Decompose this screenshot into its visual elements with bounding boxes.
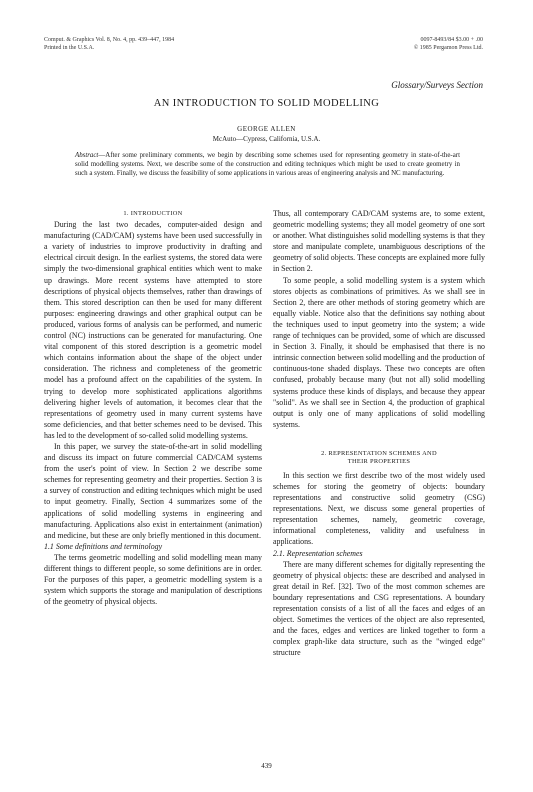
left-column <box>44 208 262 607</box>
journal-citation-line2: Printed in the U.S.A. <box>44 45 95 51</box>
paper-title: AN INTRODUCTION TO SOLID MODELLING <box>153 98 380 109</box>
page-number: 439 <box>261 762 272 770</box>
abstract-text: —After some preliminary comments, we begin by describing some schemes used for representing geometry in state-of-the-art solid modelling systems. Next, we describe some of the construction and editing techniques which might be used to create geometry in such a system. Finally, we discuss the feasibility of some applications in various areas of engineering analysis and NC manufacturing. <box>75 152 460 177</box>
body-paragraph: In this section we first describe two of the most widely used schemes for storing the geometry of objects: boundary representations and constructive solid geometry (CSG) representations. Next, we discuss some general properties of representation schemes, namely, geometric coverage, informational completeness, validity and usefulness in applications. <box>273 470 485 547</box>
body-paragraph: During the last two decades, computer-aided design and manufacturing (CAD/CAM) systems have been used successfully in a variety of industries to improve productivity in drafting and electrical circuit design. In the earliest systems, the stored data were simply the two-dimensional graphical entities which went to make up drawings. More recent systems have attempted to store descriptions of physical objects themselves, rather than drawings of them. This stored description can then be used for many different purposes: engineering drawings and other graphical output can be produced, various forms of analysis can be performed, and numeric control (NC) instructions can be generated for manufacturing. One vital component of this stored description is a geometric model which contains information about the shape of the object under consideration. The richness and completeness of the geometric model has a profound affect on the capabilities of the system. In trying to develop more sophisticated applications algorithms delivering higher levels of automation, it becomes clear that the representations of geometry used in many current systems have some deficiencies, and that better schemes need to be devised. This has led to the development of so-called solid modelling systems. <box>44 220 262 440</box>
publisher-copyright: © 1985 Pergamon Press Ltd. <box>413 45 483 51</box>
journal-citation <box>44 36 174 52</box>
body-paragraph: To some people, a solid modelling system is a system which stores objects as combinations of primitives. As we shall see in Section 2, there are other methods of storing geometry which are equally viable. Notice also that the definitions say nothing about the techniques used to input geometry into the system; a wide range of techniques can be provided, some of which are discussed in Section 3. Finally, it should be emphasised that there is no intrinsic connection between solid modelling and the production of continuous-tone shaded displays. These two concepts are often confused, probably because many (but not all) solid modelling systems produce these kinds of displays, and because they appear "solid". As we shall see in Section 4, the production of graphical output is only one of many applications of solid modelling systems. <box>273 275 485 429</box>
section-heading-line1: 2. REPRESENTATION SCHEMES AND <box>321 449 437 457</box>
subsection-heading-representation-schemes: 2.1. Representation schemes <box>273 548 363 558</box>
journal-citation-line1: Comput. & Graphics Vol. 8, No. 4, pp. 439–447, 1984 <box>44 37 175 43</box>
abstract <box>75 151 460 178</box>
body-paragraph: Thus, all contemporary CAD/CAM systems are, to some extent, geometric modelling systems; they all model geometry of one sort or another. What distinguishes solid modelling systems is that they store and manipulate complete, unambiguous descriptions of the geometry of solid objects. These concepts are explained more fully in Section 2. <box>273 209 485 274</box>
price-code: 0097-8493/84 $3.00 + .00 <box>420 37 483 43</box>
section-heading-introduction: 1. INTRODUCTION <box>123 210 183 217</box>
abstract-lead: Abstract <box>75 152 99 159</box>
copyright-notice <box>414 36 483 52</box>
body-paragraph: In this paper, we survey the state-of-the-art in solid modelling and discuss its impact on future commercial CAD/CAM systems from the user's point of view. In Section 2 we describe some schemes for representing geometry and their properties. Section 3 is a survey of construction and editing techniques which might be used to input geometry. Finally, Section 4 summarizes some of the applications of solid modelling systems in engineering and manufacturing. Applications also exist in entertainment (animation) and medicine, but these are only briefly mentioned in this document. <box>44 441 262 540</box>
body-paragraph: There are many different schemes for digitally representing the geometry of physical objects: these are described and analysed in great detail in Ref. [32]. Two of the most common schemes are boundary representations and CSG representations. A boundary representation consists of a list of all the faces and edges of an object. Sometimes the vertices of the object are also represented, and the faces, edges and vertices are linked together to form a complex graph-like data structure, such as the "winged edge" structure <box>273 559 485 658</box>
author-name: GEORGE ALLEN <box>237 125 296 133</box>
section-heading-line2: THEIR PROPERTIES <box>347 457 411 465</box>
author-affiliation: McAuto—Cypress, California, U.S.A. <box>212 135 321 143</box>
subsection-heading-definitions: 1.1 Some definitions and terminology <box>44 541 163 551</box>
body-paragraph: The terms geometric modelling and solid modelling mean many different things to different people, so some definitions are in order. For the purposes of this paper, a geometric modelling system is a system which supports the storage and manipulation of descriptions of the geometry of physical objects. <box>44 552 262 607</box>
section-heading-representation-schemes <box>273 450 485 466</box>
section-label: Glossary/Surveys Section <box>391 80 483 90</box>
right-column <box>273 208 485 658</box>
